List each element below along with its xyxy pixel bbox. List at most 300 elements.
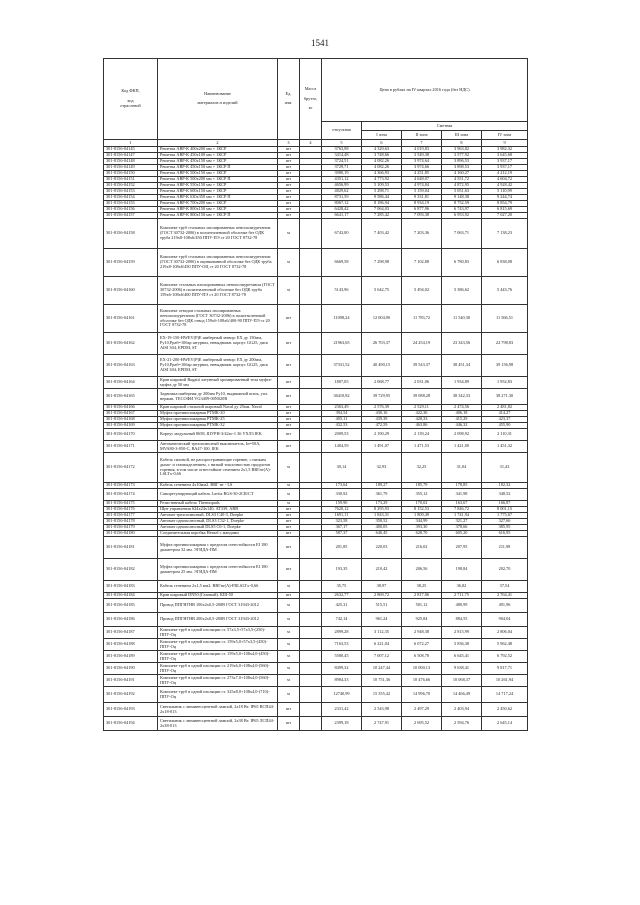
row-unit: шт [278, 703, 300, 717]
row-code: 301-8156-04150 [104, 171, 158, 177]
row-code: 301-8156-04160 [104, 277, 158, 305]
header-mass: Масса брутто, кг [300, 59, 322, 140]
row-release-price: 7163,53 [322, 639, 362, 651]
row-zone-2-price: 344,99 [402, 519, 442, 525]
row-zone-2-price: 170,02 [402, 501, 442, 507]
row-unit: м [278, 599, 300, 613]
row-unit: шт [278, 189, 300, 195]
row-zone-3-price: 23 343,56 [442, 333, 482, 355]
col-number: 1 [104, 140, 158, 147]
row-name: Решетка АВР-К 630х350 мм + 1КСР П [158, 195, 278, 201]
row-unit: м [278, 277, 300, 305]
row-zone-1-price: 3 748,66 [362, 153, 402, 159]
row-zone-3-price: 1 741,94 [442, 513, 482, 519]
row-mass [300, 581, 322, 593]
row-code: 301-8156-04191 [104, 675, 158, 687]
row-zone-4-price: 616,95 [482, 531, 528, 537]
header-zone-1: I зона [362, 131, 402, 140]
row-zone-3-price: 8 752,59 [442, 201, 482, 207]
table-row [104, 377, 528, 389]
row-release-price: 5580,45 [322, 651, 362, 663]
row-zone-1-price: 210,42 [362, 559, 402, 581]
row-zone-3-price: 605,20 [442, 531, 482, 537]
row-zone-2-price: 355,12 [402, 489, 442, 501]
row-zone-4-price: 904,04 [482, 613, 528, 627]
row-zone-2-price: 2 031,06 [402, 377, 442, 389]
row-name: Автомат однополюсный DLS5 C6-1, Doepke [158, 525, 278, 531]
row-name: Провод ППГНГНВ 200х2х0,5-200В ГОСТ 31943-2012 [158, 613, 278, 627]
row-zone-2-price: 2 529,11 [402, 405, 442, 411]
row-release-price: 173,64 [322, 483, 362, 489]
row-unit: шт [278, 207, 300, 213]
row-zone-2-price: 11 783,72 [402, 305, 442, 333]
table-row [104, 489, 528, 501]
row-unit: м [278, 483, 300, 489]
row-code: 301-8156-04171 [104, 441, 158, 453]
row-zone-1-price: 2 869,72 [362, 593, 402, 599]
row-name: Решетка АВР-К 500х200 мм + 1КСР П [158, 177, 278, 183]
row-release-price: 330,92 [322, 489, 362, 501]
row-zone-1-price: 189,27 [362, 483, 402, 489]
row-zone-3-price: 446,32 [442, 423, 482, 429]
row-unit: м [278, 501, 300, 507]
row-code: 301-8156-04162 [104, 333, 158, 355]
row-code: 301-8156-04184 [104, 593, 158, 599]
row-unit: м [278, 453, 300, 483]
row-zone-1-price: 2 576,39 [362, 405, 402, 411]
row-name: Решетка АВР-К 700х200 мм + 1КСР [158, 201, 278, 207]
row-zone-2-price: 8 934,19 [402, 201, 442, 207]
row-zone-4-price: 38 271,30 [482, 389, 528, 405]
row-zone-3-price: 2 711,75 [442, 593, 482, 599]
row-unit: шт [278, 411, 300, 417]
row-zone-4-price: 166,87 [482, 501, 528, 507]
row-zone-3-price: 4 160,27 [442, 171, 482, 177]
row-release-price: 394,54 [322, 411, 362, 417]
row-zone-2-price: 39 543,37 [402, 355, 442, 377]
row-zone-4-price: 6 815,69 [482, 207, 528, 213]
row-zone-4-price: 5 443,76 [482, 277, 528, 305]
row-name: Резистивный кабель Thermopads [158, 501, 278, 507]
row-mass [300, 613, 322, 627]
row-code: 301-8156-04147 [104, 153, 158, 159]
row-mass [300, 429, 322, 441]
row-release-price: 11098,24 [322, 305, 362, 333]
row-zone-4-price: 5 962,48 [482, 639, 528, 651]
row-zone-1-price: 4 082,26 [362, 159, 402, 165]
row-zone-4-price: 3 937,17 [482, 165, 528, 171]
table-row [104, 559, 528, 581]
row-release-price: 8067,12 [322, 201, 362, 207]
row-code: 301-8156-04163 [104, 355, 158, 377]
row-unit: шт [278, 593, 300, 599]
row-release-price: 8731,59 [322, 195, 362, 201]
row-mass [300, 675, 322, 687]
row-release-price: 6743,00 [322, 219, 362, 249]
row-unit: шт [278, 441, 300, 453]
row-mass [300, 389, 322, 405]
row-name: Кабель сечением 4х10мм2. ВВГ нг - LS [158, 483, 278, 489]
row-zone-1-price: 2 747,91 [362, 717, 402, 731]
row-code: 301-8156-04194 [104, 717, 158, 731]
row-release-price: 587,37 [322, 531, 362, 537]
row-code: 301-8156-04145 [104, 147, 158, 153]
table-row [104, 355, 528, 377]
row-release-price: 35,75 [322, 581, 362, 593]
row-code: 301-8156-04154 [104, 195, 158, 201]
row-code: 301-8156-04178 [104, 519, 158, 525]
row-unit: шт [278, 213, 300, 219]
row-code: 301-8156-04166 [104, 405, 158, 411]
header-zone-3: III зона [442, 131, 482, 140]
row-zone-2-price: 3 974,64 [402, 159, 442, 165]
row-zone-2-price: 3 974,66 [402, 165, 442, 171]
row-name: Провод ППГНГНВ 100х2х0,5-200В ГОСТ 31943-2012 [158, 599, 278, 613]
row-name: Саморегулирующий кабель Lavita RGS-30-2CR/CT [158, 489, 278, 501]
col-number: 2 [158, 140, 278, 147]
table-row [104, 663, 528, 675]
row-zone-1-price: 38,97 [362, 581, 402, 593]
row-code: 301-8156-04172 [104, 453, 158, 483]
row-name: Задвижка шиберная ду 200мм Ру10, выдвижной шток, упл. нержав. ТЕСОФИ VG3409-00N020B [158, 389, 278, 405]
row-zone-1-price: 5 109,53 [362, 183, 402, 189]
header-price-title: Цена в рублях на IV квартал 2016 года (без НДС) [322, 59, 528, 122]
row-zone-2-price: 925,84 [402, 613, 442, 627]
row-name: Решетка АВР-К 600х150 мм + 1КСР [158, 189, 278, 195]
row-name: Муфта противопожарная с пределом огнестойкости EI 180 диаметром 32 мм. ЭГИДА-ПМ [158, 537, 278, 559]
row-code: 301-8156-04190 [104, 663, 158, 675]
row-code: 301-8156-04148 [104, 159, 158, 165]
row-zone-2-price: 501,12 [402, 599, 442, 613]
row-release-price: 36410,82 [322, 389, 362, 405]
header-release: отпускная [322, 122, 362, 140]
row-unit: м [278, 627, 300, 639]
row-release-price: 3729,71 [322, 165, 362, 171]
row-zone-3-price: 207,95 [442, 537, 482, 559]
row-zone-3-price: 4 872,95 [442, 183, 482, 189]
table-row [104, 441, 528, 453]
table-row [104, 333, 528, 355]
col-number: 4 [300, 140, 322, 147]
row-zone-2-price: 10 476,66 [402, 675, 442, 687]
row-name: Кран шаровой стальной шаровый Naval ду 25мм. Naval [158, 405, 278, 411]
row-code: 301-8156-04185 [104, 599, 158, 613]
row-release-price: 3414,48 [322, 153, 362, 159]
row-name: Комплект отводов стальных изолированных пенополиуретаном (ГОСТ 30732-2006) в полиэтиленовой оболочке без ОДК отвод 159х6-108х6/400-90 ППУ-ПЭ ст 20 ГОСТ 8732-78 [158, 305, 278, 333]
row-name: Автоматический трехполюсный выключатель, In=50A, MVA80-3-050-C, ВА47-100, IEK [158, 441, 278, 453]
row-release-price: 425,31 [322, 599, 362, 613]
row-zone-3-price: 14 466,49 [442, 687, 482, 703]
row-zone-2-price: 4 019,83 [402, 147, 442, 153]
row-code: 301-8156-04176 [104, 507, 158, 513]
row-zone-2-price: 628,70 [402, 531, 442, 537]
row-zone-4-price: 3 982,32 [482, 147, 528, 153]
row-zone-3-price: 198,84 [442, 559, 482, 581]
row-zone-2-price: 1 809,49 [402, 513, 442, 519]
row-zone-3-price: 321,27 [442, 519, 482, 525]
row-unit: шт [278, 333, 300, 355]
table-row [104, 305, 528, 333]
row-unit: шт [278, 171, 300, 177]
row-release-price: 4351,12 [322, 177, 362, 183]
row-zone-1-price: 220,03 [362, 537, 402, 559]
row-zone-1-price: 7 064,03 [362, 207, 402, 213]
row-unit: шт [278, 717, 300, 731]
row-zone-4-price: 414,27 [482, 411, 528, 417]
row-code: 301-8156-04180 [104, 531, 158, 537]
row-zone-3-price: 38 451,34 [442, 355, 482, 377]
row-unit: шт [278, 417, 300, 423]
row-zone-2-price: 422,36 [402, 411, 442, 417]
row-unit: м [278, 687, 300, 703]
row-zone-1-price: 4 082,26 [362, 165, 402, 171]
row-zone-3-price: 31,04 [442, 453, 482, 483]
row-name: Решетка АВР-К 800х150 мм + 1КСР [158, 207, 278, 213]
row-name: Светильник с люминесцентной лампой, 2х18 Вт. IP65 ВСП44-2х18-013 [158, 703, 278, 717]
row-zone-1-price: 7 285,42 [362, 213, 402, 219]
row-zone-4-price: 491,96 [482, 599, 528, 613]
row-release-price: 3763,98 [322, 147, 362, 153]
row-zone-4-price: 2 110,31 [482, 429, 528, 441]
row-name: Кран шаровый DN50 (Газовый). КШ-50 [158, 593, 278, 599]
row-mass [300, 639, 322, 651]
row-name: Комплект труб в одной изоляции ст. 159х5,0+108х4,0-(450)-ППУ-Оц [158, 651, 278, 663]
row-zone-1-price: 15 355,42 [362, 687, 402, 703]
row-zone-2-price: 2 695,52 [402, 717, 442, 731]
row-name: Решетка АВР-К 450х100 мм + 1КСР [158, 153, 278, 159]
row-unit: шт [278, 377, 300, 389]
row-zone-1-price: 4 366,93 [362, 171, 402, 177]
col-number: 5 [322, 140, 362, 147]
row-zone-2-price: 9 331,81 [402, 195, 442, 201]
row-code: 301-8156-04152 [104, 183, 158, 189]
row-release-price: 2399,18 [322, 717, 362, 731]
row-zone-2-price: 185,79 [402, 483, 442, 489]
row-zone-2-price: 206,56 [402, 559, 442, 581]
row-mass [300, 219, 322, 249]
row-zone-3-price: 5 836,38 [442, 639, 482, 651]
row-zone-1-price: 400,05 [362, 525, 402, 531]
row-name: Решетка АВР-К 800х150 мм + 1КСР П [158, 213, 278, 219]
table-row [104, 453, 528, 483]
row-code: 301-8156-04161 [104, 305, 158, 333]
row-unit: шт [278, 195, 300, 201]
row-name: Комплект труб в одной изоляции ст. 57х3,5+57х3,5-(250)-ППУ-Оц [158, 627, 278, 639]
row-zone-4-price: 6 838,08 [482, 249, 528, 277]
row-zone-4-price: 385,95 [482, 525, 528, 531]
row-zone-4-price: 2 806,04 [482, 627, 528, 639]
row-zone-3-price: 3 577,92 [442, 153, 482, 159]
row-zone-1-price: 173,29 [362, 501, 402, 507]
row-mass [300, 627, 322, 639]
row-zone-1-price: 430,16 [362, 411, 402, 417]
row-code: 301-8156-04170 [104, 429, 158, 441]
row-code: 301-8156-04182 [104, 559, 158, 581]
row-unit: м [278, 613, 300, 627]
row-unit: шт [278, 147, 300, 153]
row-unit: шт [278, 153, 300, 159]
row-zone-4-price: 6 792,52 [482, 651, 528, 663]
row-zone-1-price: 961,24 [362, 613, 402, 627]
table-row [104, 537, 528, 559]
row-zone-1-price: 3 112,35 [362, 627, 402, 639]
row-code: 301-8156-04159 [104, 249, 158, 277]
row-zone-2-price: 6 508,78 [402, 651, 442, 663]
row-name: Светильник с люминесцентной лампой, 2х38 Вт. IP65 ЛСП44-2х38-013 [158, 717, 278, 731]
table-row [104, 277, 528, 305]
row-unit: м [278, 249, 300, 277]
row-zone-4-price: 37,54 [482, 581, 528, 593]
row-zone-1-price: 5 298,71 [362, 189, 402, 195]
row-zone-2-price: 7 093,38 [402, 213, 442, 219]
row-zone-4-price: 8 001,15 [482, 507, 528, 513]
row-release-price: 2899,28 [322, 627, 362, 639]
row-unit: м [278, 219, 300, 249]
row-zone-4-price: 7 027,20 [482, 213, 528, 219]
row-unit: м [278, 651, 300, 663]
row-zone-3-price: 6 780,83 [442, 249, 482, 277]
row-zone-4-price: 2 764,41 [482, 593, 528, 599]
row-zone-2-price: 2 817,06 [402, 593, 442, 599]
row-zone-1-price: 2 190,29 [362, 429, 402, 441]
row-name: Комплект труб в одной изоляции ст. 159х5,0+57х3,5-(450)-ППУ-Оц [158, 639, 278, 651]
header-name: Наименование материалов и изделий [158, 59, 278, 140]
row-name: Решетка АВР-К 450х150 мм + 1КСР [158, 159, 278, 165]
row-zone-3-price: 11 540,30 [442, 305, 482, 333]
row-zone-4-price: 327,66 [482, 519, 528, 525]
row-unit: м [278, 489, 300, 501]
row-zone-3-price: 10 068,37 [442, 675, 482, 687]
row-release-price: 6428,42 [322, 207, 362, 213]
table-row [104, 249, 528, 277]
row-release-price: 323,58 [322, 519, 362, 525]
row-release-price: 367,17 [322, 525, 362, 531]
table-row [104, 613, 528, 627]
row-code: 301-8156-04164 [104, 377, 158, 389]
row-unit: шт [278, 159, 300, 165]
row-zone-4-price: 7 138,23 [482, 219, 528, 249]
row-zone-4-price: 211,98 [482, 537, 528, 559]
row-unit: шт [278, 537, 300, 559]
row-release-price: 1404,59 [322, 441, 362, 453]
row-zone-4-price: 11 566,51 [482, 305, 528, 333]
row-release-price: 8499,32 [322, 663, 362, 675]
row-release-price: 3980,19 [322, 171, 362, 177]
row-release-price: 30,14 [322, 453, 362, 483]
row-mass [300, 333, 322, 355]
row-zone-3-price: 1 421,00 [442, 441, 482, 453]
row-code: 301-8156-04168 [104, 417, 158, 423]
row-mass [300, 377, 322, 389]
row-unit: шт [278, 513, 300, 519]
row-mass [300, 305, 322, 333]
row-zone-2-price: 10 000,13 [402, 663, 442, 675]
price-table [103, 58, 528, 731]
row-name: Комплект труб стальных изолированных пенополиуретаном (ГОСТ 30732-2006) в полиэтиленовой оболочке без ОДК труба 219х8-108х6/450 ППУ-ПЭ ст 20 ГОСТ 8732-78 [158, 219, 278, 249]
row-zone-4-price: 1 775,67 [482, 513, 528, 519]
row-release-price: 6641,17 [322, 213, 362, 219]
row-name: Муфта противопожарная PTMK-25 [158, 417, 278, 423]
row-zone-2-price: 24 254,19 [402, 333, 442, 355]
row-zone-4-price: 4 604,72 [482, 177, 528, 183]
row-zone-4-price: 9 817,71 [482, 663, 528, 675]
row-zone-3-price: 6 645,41 [442, 651, 482, 663]
row-release-price: 432,53 [322, 423, 362, 429]
row-zone-3-price: 2 474,56 [442, 405, 482, 411]
row-mass [300, 663, 322, 675]
row-zone-3-price: 406,18 [442, 411, 482, 417]
row-zone-2-price: 2 497,29 [402, 703, 442, 717]
row-zone-3-price: 884,55 [442, 613, 482, 627]
row-release-price: 1691,11 [322, 513, 362, 519]
row-zone-4-price: 14 717,24 [482, 687, 528, 703]
table-row [104, 599, 528, 613]
row-zone-2-price: 5 494,02 [402, 277, 442, 305]
row-release-price: 37331,52 [322, 355, 362, 377]
row-mass [300, 355, 322, 377]
row-zone-1-price: 515,51 [362, 599, 402, 613]
row-mass [300, 599, 322, 613]
row-unit: шт [278, 423, 300, 429]
row-zone-4-price: 3 645,68 [482, 153, 528, 159]
row-zone-1-price: 7 298,98 [362, 249, 402, 277]
row-zone-3-price: 3 896,53 [442, 159, 482, 165]
row-zone-2-price: 32,25 [402, 453, 442, 483]
row-zone-2-price: 4 251,85 [402, 171, 442, 177]
row-zone-3-price: 5 051,63 [442, 189, 482, 195]
row-zone-3-price: 7 063,71 [442, 219, 482, 249]
row-zone-1-price: 40 490,15 [362, 355, 402, 377]
row-zone-1-price: 439,39 [362, 417, 402, 423]
row-zone-2-price: 463,86 [402, 423, 442, 429]
row-release-price: 4829,62 [322, 189, 362, 195]
row-code: 301-8156-04177 [104, 513, 158, 519]
row-name: Решетка АВР-К 500х150 мм + 1КСР [158, 171, 278, 177]
row-unit: м [278, 675, 300, 687]
header-estimate: Сметная [362, 122, 528, 131]
row-zone-1-price: 7 403,42 [362, 219, 402, 249]
row-release-price: 2331,42 [322, 703, 362, 717]
row-mass [300, 249, 322, 277]
row-code: 301-8156-04158 [104, 219, 158, 249]
row-zone-3-price: 3 963,82 [442, 147, 482, 153]
row-zone-1-price: 4 329,63 [362, 147, 402, 153]
row-zone-2-price: 4 974,84 [402, 183, 442, 189]
row-unit: шт [278, 355, 300, 377]
row-zone-3-price: 36,82 [442, 581, 482, 593]
row-mass [300, 559, 322, 581]
row-zone-2-price: 6 877,96 [402, 207, 442, 213]
row-unit: шт [278, 201, 300, 207]
row-zone-3-price: 178,85 [442, 483, 482, 489]
row-zone-1-price: 361,79 [362, 489, 402, 501]
row-zone-1-price: 2 068,77 [362, 377, 402, 389]
row-zone-2-price: 7 203,36 [402, 219, 442, 249]
row-zone-4-price: 2 645,14 [482, 717, 528, 731]
row-code: 301-8156-04153 [104, 189, 158, 195]
row-mass [300, 453, 322, 483]
row-name: Автомат однополюсный, DLS3 C32-1, Doepke [158, 519, 278, 525]
row-zone-4-price: 1 952,83 [482, 377, 528, 389]
row-name: Кабель силовой, не распространяющие горение, с низким дымо- и газовыделением, с низкой токсичностью продуктов горения, в том числе огнестойкие сечением 2х1,5 ВВГнг(А)-LSLTx-0,66 [158, 453, 278, 483]
row-zone-2-price: 428,33 [402, 417, 442, 423]
row-code: 301-8156-04187 [104, 627, 158, 639]
row-zone-3-price: 7 846,72 [442, 507, 482, 513]
row-zone-3-price: 2 594,76 [442, 717, 482, 731]
row-zone-4-price: 22 798,83 [482, 333, 528, 355]
row-code: 301-8156-04192 [104, 687, 158, 703]
row-code: 301-8156-04156 [104, 207, 158, 213]
